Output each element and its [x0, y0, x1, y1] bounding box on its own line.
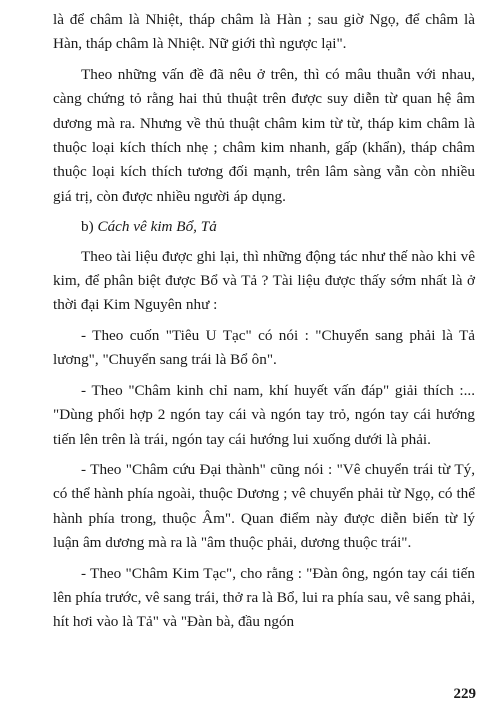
page-content [53, 8, 475, 641]
paragraph-tieu-u-tac: - Theo cuốn "Tiêu U Tạc" có nói : "Chuyển sang phải là Tả lương", "Chuyển sang trái là Bổ ôn". [53, 326, 475, 369]
paragraph-cham-kim-tac: - Theo "Châm Kim Tạc", cho rằng : "Đàn ông, ngón tay cái tiến lên phía trước, vê sang trái, thở ra là Bổ, lui ra phía sau, vê sang phải, hít hơi vào là Tả" và "Đàn bà, đầu ngón [53, 564, 476, 631]
paragraph-cham-kinh-chi-nam: - Theo "Châm kinh chỉ nam, khí huyết vấn đáp" giải thích :... "Dùng phối hợp 2 ngón tay cái và ngón tay trỏ, ngón tay cái hướng tiến lên trên là trái, ngón tay cái hướng lui xuống dưới là phải. [53, 381, 475, 448]
paragraph-continuation: là để châm là Nhiệt, tháp châm là Hàn ; sau giờ Ngọ, để châm là Hàn, tháp châm là Nhiệt. Nữ giới thì ngược lại". [53, 11, 475, 53]
paragraph-cham-cuu-dai-thanh: - Theo "Châm cứu Đại thành" cũng nói : "Vê chuyển trái từ Tý, có thể hành phía ngoài, thuộc Dương ; vê chuyển phải từ Ngọ, có thể hành phía trong, thuộc Âm". Quan điểm này được diễn biến từ lý luận âm dương mà ra là "âm thuộc phải, dương thuộc trái". [53, 460, 475, 552]
paragraph-records: Theo tài liệu được ghi lại, thì những động tác như thế nào khi vê kim, để phân biệt được Bổ và Tả ? Tài liệu được thấy sớm nhất là ở thời đại Kim Nguyên như : [53, 247, 475, 314]
section-heading-title: Cách vê kim Bổ, Tả [97, 218, 217, 236]
section-heading-prefix: b) [81, 218, 98, 236]
page-number: 229 [453, 686, 476, 702]
paragraph-contradiction: Theo những vấn đề đã nêu ở trên, thì có mâu thuẫn với nhau, càng chứng tỏ rằng hai thủ thuật trên được suy diễn từ quan hệ âm dương mà ra. Nhưng về thủ thuật châm kim từ từ, tháp kim châm là thuộc loại kích thích nhẹ ; châm kim nhanh, gấp (khẩn), tháp châm thuộc loại kích thích tương đối mạnh, trên lâm sàng vẫn còn nhiều giá trị, còn được nhiều người áp dụng. [53, 65, 475, 205]
section-heading [53, 215, 475, 239]
